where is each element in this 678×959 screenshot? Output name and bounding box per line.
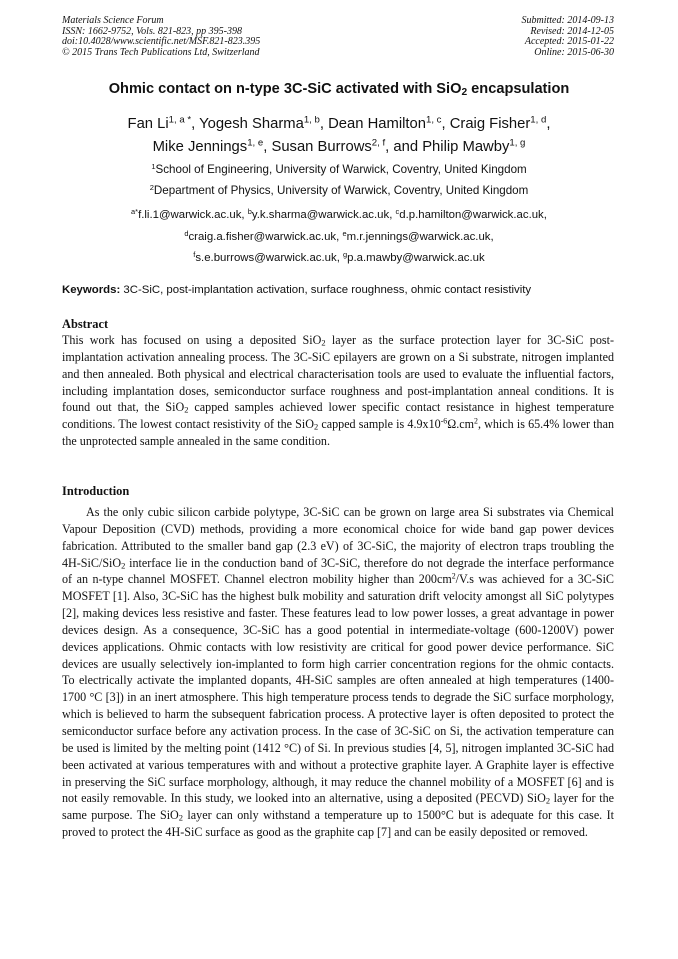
email-sup: d	[184, 228, 189, 238]
title-subscript: 2	[461, 87, 468, 99]
date-online: Online: 2015-06-30	[534, 46, 614, 58]
author-name: Fan Li	[127, 116, 169, 132]
affiliation	[0, 184, 678, 197]
author	[422, 139, 525, 155]
author-name: Philip Mawby	[422, 138, 510, 155]
email-sup: f	[193, 249, 196, 259]
abstract-sub: 2	[321, 337, 326, 348]
author-name: Craig Fisher	[449, 116, 531, 132]
email[interactable]	[184, 228, 337, 243]
date-revised: Revised: 2014-12-05	[530, 25, 614, 37]
intro-text: layer for the same purpose. The SiO	[62, 791, 614, 823]
email-sup: g	[343, 249, 348, 259]
abstract-text: capped samples achieved lower specific contact resistance in highest temperature conditions. The lowest contact resistivity of the SiO	[62, 400, 614, 432]
intro-sub: 2	[178, 812, 184, 823]
journal-issn: ISSN: 1662-9752, Vols. 821-823, pp 395-398	[62, 25, 242, 37]
author-sep: ,	[546, 116, 551, 132]
author	[328, 116, 450, 132]
intro-text: interface lie in the conduction band of 3C-SiC, therefore do not degrade the interface performance of an n-type channel MOSFET. Channel electron mobility higher than 200cm	[62, 555, 614, 587]
author-name: Susan Burrows	[271, 138, 372, 155]
email-list: $^{a*}$f.li.1@warwick.ac.uk, $^b$y.k.sharma@warwick.ac.uk, $^c$d.p.hamilton@warwick.ac.uk, $^d$craig.a.fisher@warwick.ac.uk, $^e$m.r.jennings@warwick.ac.uk, $^f$s.e.burrows@warwick.ac.uk, $^g$p.a.mawby@warwick.ac.uk	[131, 206, 547, 264]
author	[128, 116, 200, 132]
abstract-text: capped sample is 4.9x10	[318, 417, 441, 432]
introduction-heading: Introduction	[62, 484, 130, 498]
date-accepted: Accepted: 2015-01-22	[524, 36, 614, 48]
abstract-text: Ω.cm	[447, 417, 475, 432]
affiliation-sup: 2	[149, 182, 154, 192]
intro-text: layer can only withstand a temperature up to 1500°C but is adequate for this case. It proved to protect the 4H-SiC surface as good as the graphite cap [7] and can be easily deposited or removed.	[62, 808, 614, 840]
author-name: Yogesh Sharma	[199, 116, 304, 132]
journal-info	[62, 16, 260, 58]
keywords-text: 3C-SiC, post-implantation activation, surface roughness, ohmic contact resistivity	[120, 284, 532, 296]
date-submitted: Submitted: 2014-09-13	[521, 15, 614, 26]
journal-copyright: © 2015 Trans Tech Publications Ltd, Switzerland	[62, 46, 260, 58]
author	[450, 116, 551, 132]
abstract-body	[62, 332, 614, 450]
publication-dates	[522, 16, 615, 58]
abstract-sup: -6	[440, 416, 448, 426]
email-address[interactable]: d.p.hamilton@warwick.ac.uk	[399, 209, 544, 221]
email-address[interactable]: m.r.jennings@warwick.ac.uk	[346, 230, 491, 243]
abstract-text: , which is 65.4% lower than the unprotected sample annealed in the same condition.	[62, 417, 615, 449]
title-text-end: encapsulation	[467, 81, 570, 97]
author-sep: ,	[263, 138, 272, 155]
paper-title	[0, 81, 678, 97]
author-name: Dean Hamilton	[328, 116, 426, 132]
email[interactable]	[193, 249, 337, 264]
author-sep: ,	[191, 116, 200, 132]
author-sep: ,	[319, 116, 329, 132]
email-sup: b	[247, 206, 252, 216]
email-address[interactable]: f.li.1@warwick.ac.uk	[138, 209, 242, 221]
affiliation-sup: 1	[151, 161, 156, 171]
email[interactable]	[343, 249, 485, 264]
intro-sub: 2	[121, 560, 126, 571]
intro-text: /V.s was achieved for a 3C-SiC MOSFET [1]. Also, 3C-SiC has the highest bulk mobility and saturation drift velocity amongst all SiC polytypes [2], making devices less resistive and faster. These features lead to low power losses, a great advantage in power devices design. As a consequence, 3C-SiC has a good potential in intermediate-voltage (600-1200V) power devices applications. Ohmic contacts with low resistivity are critical for good power device performance. SiC devices are usually selectively ion-implanted to form high carrier concentration regions for the ohmic contacts. To electrically activate the implanted dopants, 4H-SiC samples are often annealed at high temperatures (1400-1700 °C [3]) in an inert atmosphere. This high temperature process tends to degrade the SiC surface morphology, which is believed to harm the subsequent fabrication process. A protective layer is often deposited to protect the semiconductor surface before any activation process. In the case of 3C-SiC on Si, the activation temperature can be used is limited by the melting point (1412 °C) of Si. In previous studies [4, 5], nitrogen implanted 3C-SiC had been activated at various temperatures with and without a protective graphite layer. A Graphite layer is effective in preserving the SiC surface morphology, although, it may reduce the channel mobility of a MOSFET [6] and is not easily removable. In this study, we looked into an alternative, using a deposited (PECVD) SiO	[62, 572, 614, 806]
intro-text: As the only cubic silicon carbide polytype, 3C-SiC can be grown on large area Si substrates via Chemical Vapour Deposition (CVD) methods, providing a more economical choice for wide band gap power devices fabrication. Attributed to the smaller band gap (2.3 eV) of 3C-SiC, the majority of electron traps troubling the 4H-SiC/SiO	[62, 505, 614, 570]
author-sup: 1, c	[425, 114, 442, 126]
introduction-body	[62, 504, 614, 841]
email-sup: e	[342, 228, 347, 238]
keywords-label: Keywords:	[62, 284, 121, 296]
email-address[interactable]: craig.a.fisher@warwick.ac.uk	[188, 230, 337, 243]
author	[153, 139, 272, 155]
abstract-sub: 2	[313, 421, 319, 432]
keywords	[62, 284, 616, 296]
abstract-text: layer as the surface protection layer for 3C-SiC post-implantation activation annealing process. The 3C-SiC epilayers are grown on a Si substrate, nitrogen implanted and then annealed. Both physical and electrical characterisation tools are used to evaluate the influential factors, including implantation doses, semiconductor surface roughness and post-implantation anneal conditions. It is found out that, the SiO	[62, 333, 614, 415]
email-address[interactable]: s.e.burrows@warwick.ac.uk	[195, 252, 337, 264]
author	[199, 116, 328, 132]
email[interactable]	[131, 206, 242, 221]
affiliation-text: Department of Physics, University of Warwick, Coventry, United Kingdom	[153, 184, 529, 197]
title-text: Ohmic contact on n-type 3C-SiC activated with SiO	[108, 81, 462, 97]
author-sep: , and	[385, 138, 423, 155]
abstract-sup: 2	[474, 416, 478, 426]
author-sup: 2, f	[371, 137, 386, 149]
email-sup: a*	[131, 206, 139, 216]
abstract-text: This work has focused on using a deposited SiO	[62, 333, 322, 347]
author-name: Mike Jennings	[152, 138, 248, 155]
email-address[interactable]: p.a.mawby@warwick.ac.uk	[347, 252, 485, 264]
author-list	[60, 113, 618, 158]
author-sup: 1, g	[509, 137, 526, 149]
intro-sup: 2	[451, 572, 456, 582]
author-sup: 1, a *	[168, 114, 192, 126]
abstract-heading: Abstract	[62, 317, 109, 331]
author-sup: 1, d	[530, 114, 547, 126]
intro-sub: 2	[545, 796, 551, 807]
email-sup: c	[395, 206, 400, 216]
author-sep: ,	[441, 116, 450, 132]
email[interactable]	[395, 206, 544, 221]
affiliation	[0, 163, 678, 176]
author	[271, 139, 422, 155]
affiliation-text: School of Engineering, University of Warwick, Coventry, United Kingdom	[155, 163, 527, 176]
email[interactable]	[342, 228, 491, 243]
author-sup: 1, e	[247, 137, 264, 149]
abstract-sub: 2	[184, 405, 189, 416]
journal-doi[interactable]: doi:10.4028/www.scientific.net/MSF.821-823.395	[62, 36, 261, 48]
journal-name: Materials Science Forum	[62, 15, 164, 26]
email[interactable]	[247, 206, 390, 221]
author-sup: 1, b	[303, 114, 320, 126]
email-address[interactable]: y.k.sharma@warwick.ac.uk	[251, 209, 390, 221]
